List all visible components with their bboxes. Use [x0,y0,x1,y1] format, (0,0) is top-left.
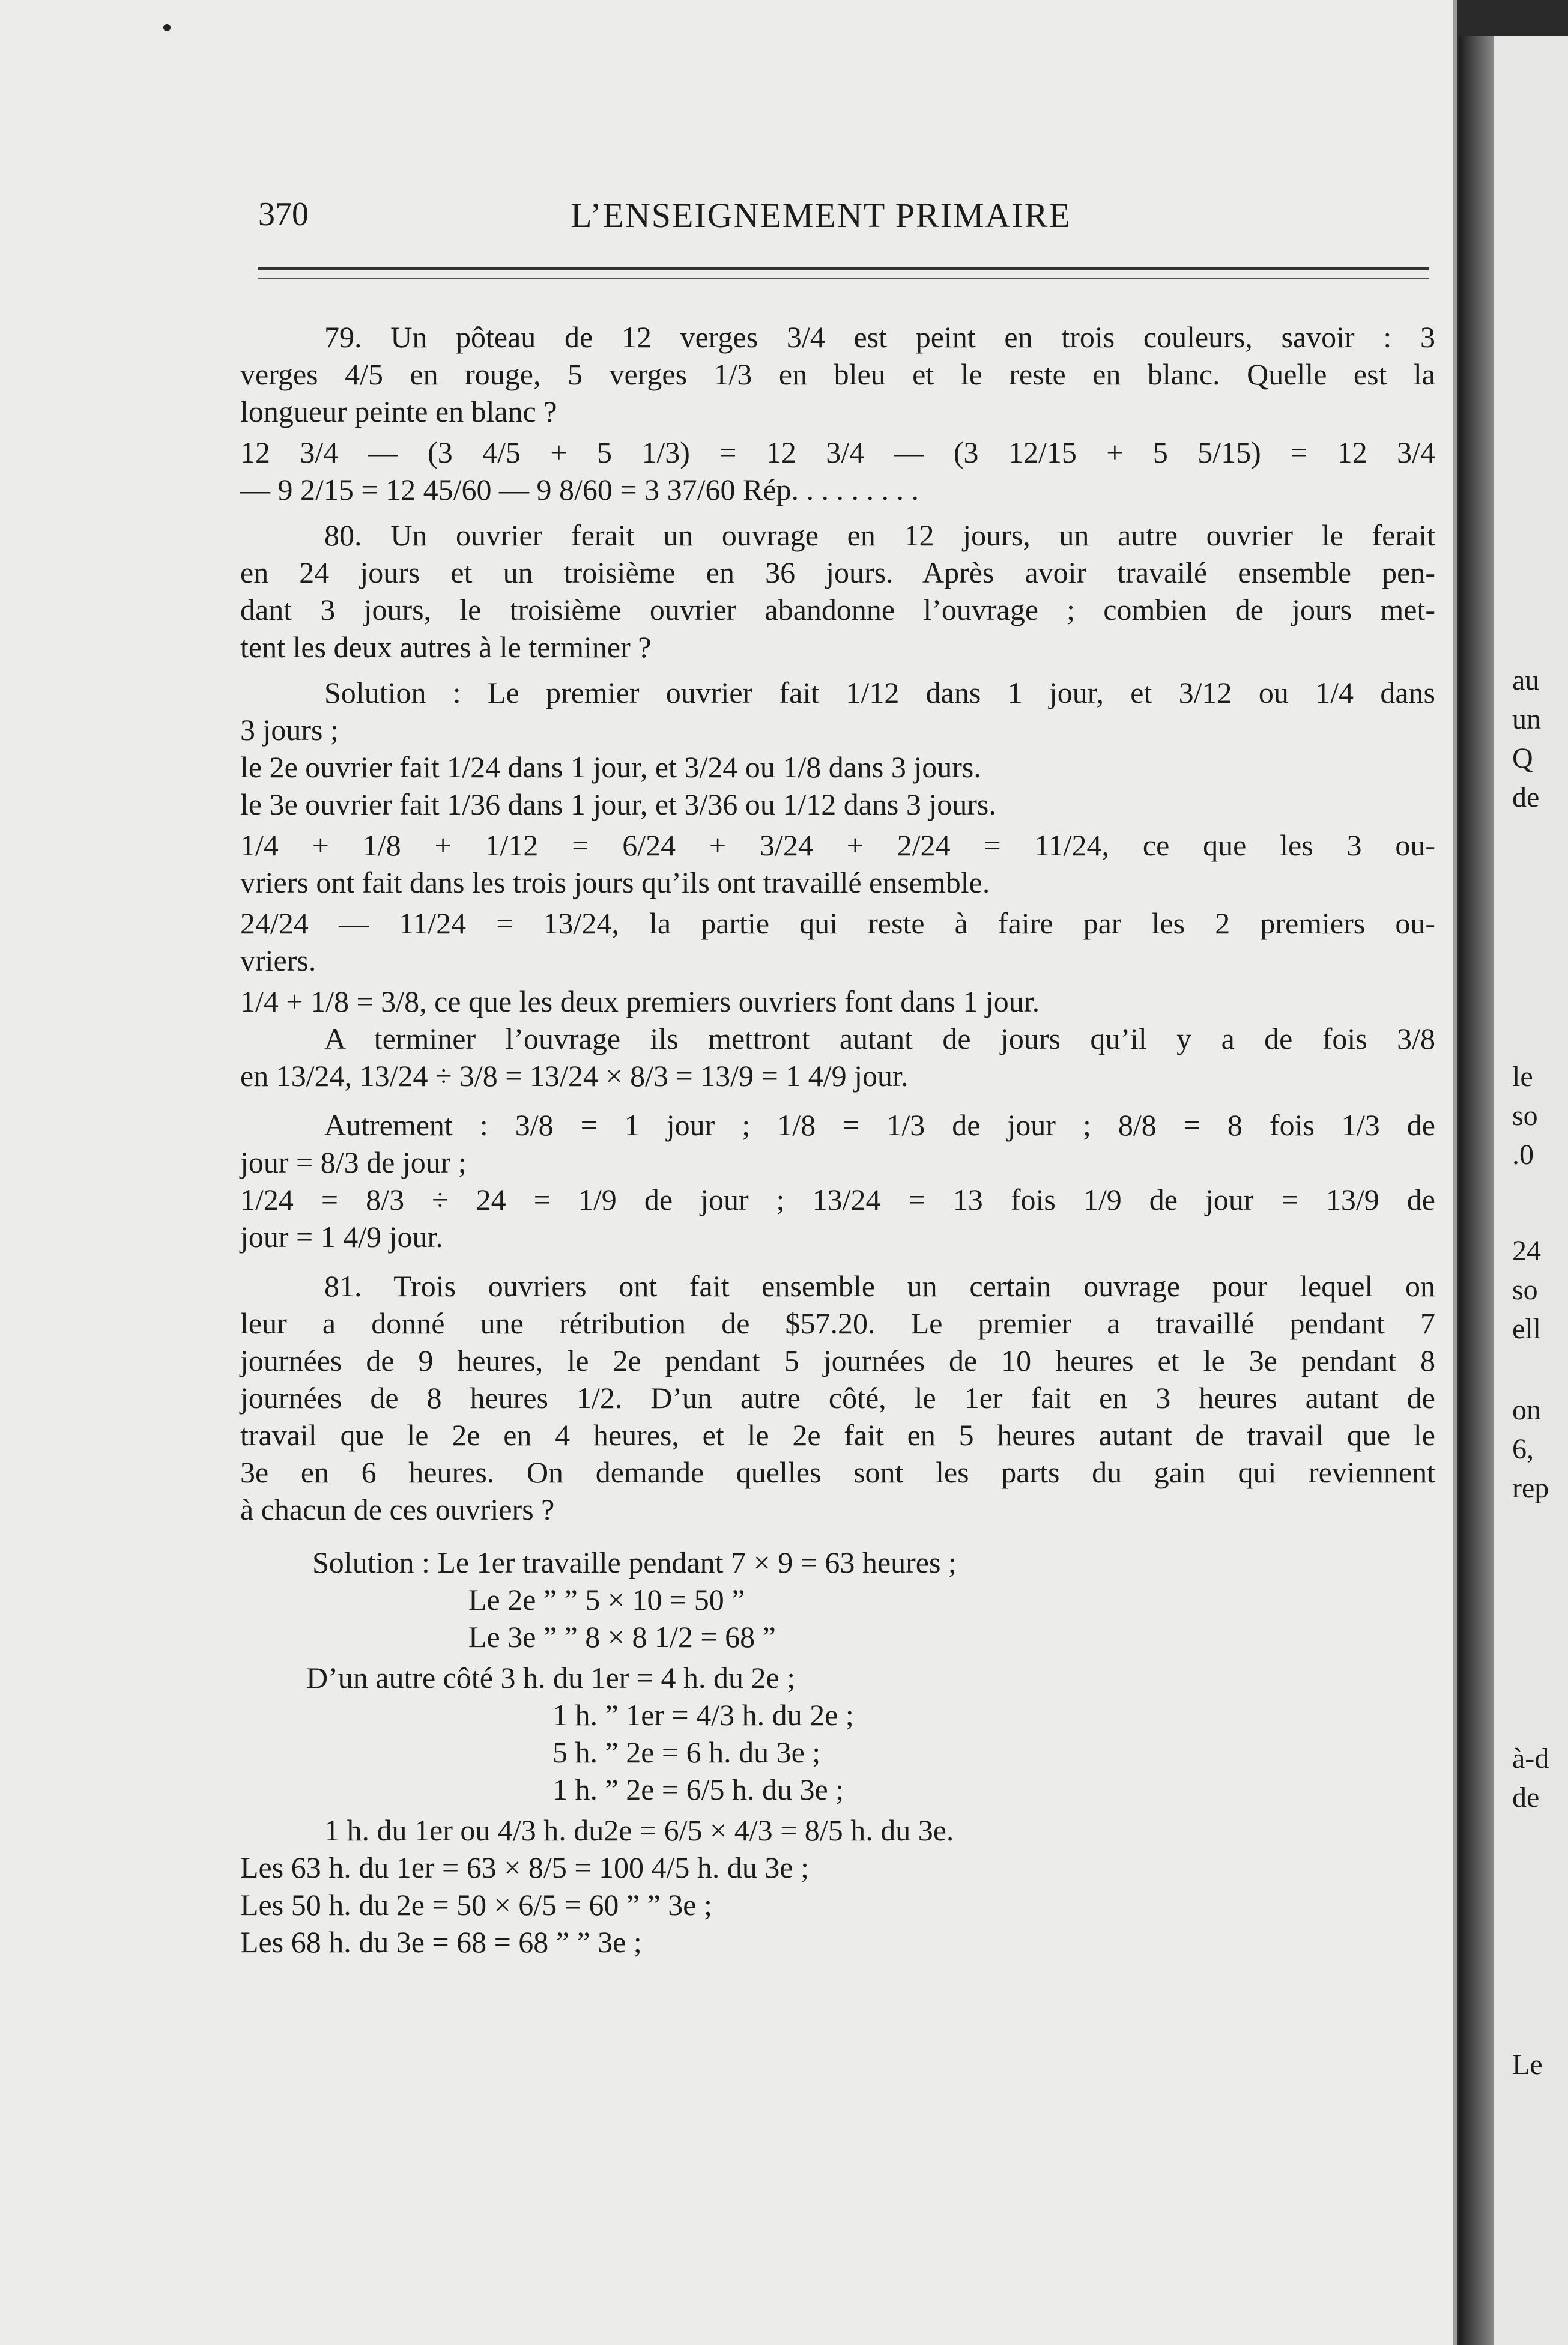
text-line: 79. Un pôteau de 12 verges 3/4 est peint en trois couleurs, savoir : 3 [324,320,1435,354]
facing-page-fragment: so [1512,1274,1538,1306]
text-line: 80. Un ouvrier ferait un ouvrage en 12 jours, un autre ouvrier le ferait [324,518,1435,552]
text-line: Le 3e ” ” 8 × 8 1/2 = 68 ” [468,1620,776,1654]
header-rule [258,267,1429,270]
text-line: 5 h. ” 2e = 6 h. du 3e ; [552,1735,821,1769]
speck-mark [163,24,171,31]
text-line: leur a donné une rétribution de $57.20. Le premier a travaillé pendant 7 [240,1306,1435,1340]
text-line: 1/4 + 1/8 = 3/8, ce que les deux premiers ouvriers font dans 1 jour. [240,984,1040,1018]
facing-page-fragment: Q [1512,742,1533,774]
text-line: Autrement : 3/8 = 1 jour ; 1/8 = 1/3 de jour ; 8/8 = 8 fois 1/3 de [324,1108,1435,1142]
facing-page-fragment: on [1512,1394,1541,1426]
text-line: Solution : Le premier ouvrier fait 1/12 dans 1 jour, et 3/12 ou 1/4 dans [324,676,1435,709]
text-line: 1/4 + 1/8 + 1/12 = 6/24 + 3/24 + 2/24 = 11/24, ce que les 3 ou- [240,828,1435,862]
text-line: à chacun de ces ouvriers ? [240,1493,555,1526]
text-line: Les 68 h. du 3e = 68 = 68 ” ” 3e ; [240,1925,642,1959]
text-line: le 2e ouvrier fait 1/24 dans 1 jour, et 3/24 ou 1/8 dans 3 jours. [240,750,981,784]
facing-page-edge [1494,36,1568,2345]
running-title: L’ENSEIGNEMENT PRIMAIRE [571,196,1071,235]
text-line: en 24 jours et un troisième en 36 jours. Après avoir travailé ensemble pen- [240,556,1435,589]
facing-page-fragment: le [1512,1061,1533,1093]
text-line: jour = 8/3 de jour ; [240,1145,467,1179]
text-line: D’un autre côté 3 h. du 1er = 4 h. du 2e ; [306,1661,796,1694]
text-line: Les 50 h. du 2e = 50 × 6/5 = 60 ” ” 3e ; [240,1888,712,1922]
text-line: Les 63 h. du 1er = 63 × 8/5 = 100 4/5 h. du 3e ; [240,1851,809,1884]
text-line: vriers. [240,944,316,977]
text-line: jour = 1 4/9 jour. [240,1220,443,1254]
facing-page-fragment: Le [1512,2049,1543,2081]
text-line: verges 4/5 en rouge, 5 verges 1/3 en bleu et le reste en blanc. Quelle est la [240,357,1435,391]
text-line: A terminer l’ouvrage ils mettront autant de jours qu’il y a de fois 3/8 [324,1022,1435,1055]
text-line: Solution : Le 1er travaille pendant 7 × 9 = 63 heures ; [312,1546,957,1579]
text-line: 3e en 6 heures. On demande quelles sont les parts du gain qui reviennent [240,1455,1435,1489]
text-line: Le 2e ” ” 5 × 10 = 50 ” [468,1583,745,1616]
facing-page-fragment: un [1512,703,1541,735]
facing-page-fragment: rep [1512,1472,1549,1504]
text-line: le 3e ouvrier fait 1/36 dans 1 jour, et 3/36 ou 1/12 dans 3 jours. [240,787,996,821]
text-line: journées de 8 heures 1/2. D’un autre côté, le 1er fait en 3 heures autant de [240,1381,1435,1415]
page-header [258,195,1429,249]
text-line: 3 jours ; [240,713,339,747]
text-line: 12 3/4 — (3 4/5 + 5 1/3) = 12 3/4 — (3 12/15 + 5 5/15) = 12 3/4 [240,435,1435,469]
text-line: 1/24 = 8/3 ÷ 24 = 1/9 de jour ; 13/24 = 13 fois 1/9 de jour = 13/9 de [240,1183,1435,1216]
text-line: en 13/24, 13/24 ÷ 3/8 = 13/24 × 8/3 = 13/9 = 1 4/9 jour. [240,1059,909,1093]
text-line: 1 h. du 1er ou 4/3 h. du2e = 6/5 × 4/3 = 8/5 h. du 3e. [324,1813,954,1847]
text-line: — 9 2/15 = 12 45/60 — 9 8/60 = 3 37/60 Rép. . . . . . . . . [240,473,919,506]
text-line: dant 3 jours, le troisième ouvrier abandonne l’ouvrage ; combien de jours met- [240,593,1435,626]
text-line: 24/24 — 11/24 = 13/24, la partie qui reste à faire par les 2 premiers ou- [240,906,1435,940]
header-rule-thin [258,278,1429,279]
facing-page-fragment: ell [1512,1313,1541,1345]
book-spine [1459,36,1494,2345]
facing-page-fragment: .0 [1512,1139,1534,1171]
facing-page-fragment: de [1512,781,1540,813]
text-line: travail que le 2e en 4 heures, et le 2e fait en 5 heures autant de travail que le [240,1418,1435,1452]
text-line: 1 h. ” 2e = 6/5 h. du 3e ; [552,1773,844,1806]
facing-page-fragment: au [1512,664,1540,696]
page-number: 370 [258,196,309,233]
facing-page-fragment: de [1512,1782,1540,1813]
facing-page-fragment: 6, [1512,1433,1534,1465]
facing-page-fragment: 24 [1512,1235,1541,1267]
facing-page-fragment: so [1512,1100,1538,1132]
facing-page-fragment: à-d [1512,1743,1549,1774]
text-line: journées de 9 heures, le 2e pendant 5 journées de 10 heures et le 3e pendant 8 [240,1344,1435,1377]
text-line: longueur peinte en blanc ? [240,395,557,428]
text-line: tent les deux autres à le terminer ? [240,630,652,664]
text-line: 1 h. ” 1er = 4/3 h. du 2e ; [552,1698,854,1732]
text-line: 81. Trois ouvriers ont fait ensemble un certain ouvrage pour lequel on [324,1269,1435,1303]
text-line: vriers ont fait dans les trois jours qu’ils ont travaillé ensemble. [240,866,990,899]
